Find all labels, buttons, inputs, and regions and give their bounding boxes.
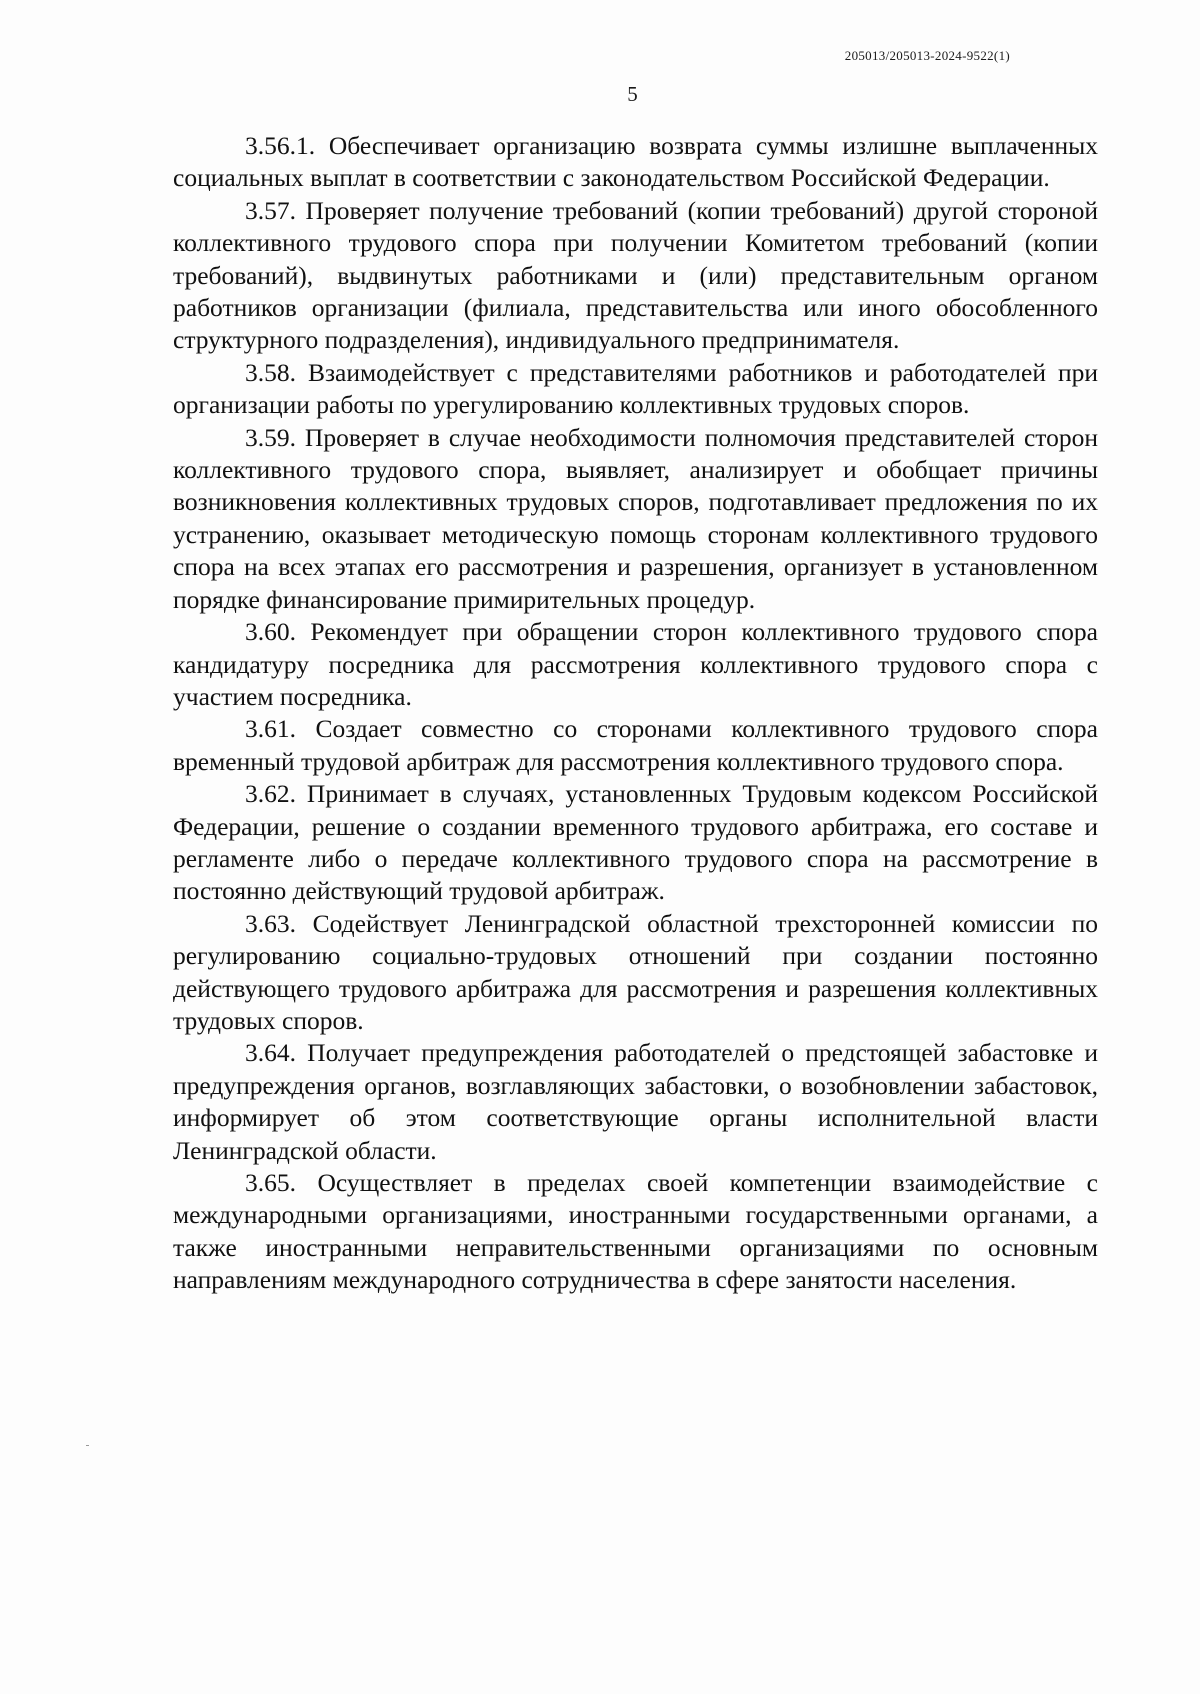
paragraph-3-56-1 — [173, 130, 1098, 195]
paragraph-3-65 — [173, 1167, 1098, 1297]
paragraph-3-63 — [173, 908, 1098, 1038]
paragraph-number: 3.65. — [245, 1168, 296, 1197]
document-body — [173, 130, 1098, 1297]
paragraph-number: 3.56.1. — [245, 131, 316, 160]
paragraph-text: Проверяет в случае необходимости полномочия представителей сторон коллективного трудового спора, выявляет, анализирует и обобщает причины возникновения коллективных трудовых споров, подготавливает предложения по их устранению, оказывает методическую помощь сторонам коллективного трудового спора на всех этапах его рассмотрения и разрешения, организует в установленном порядке финансирование примирительных процедур. — [173, 422, 1098, 614]
paragraph-text: Осуществляет в пределах своей компетенции взаимодействие с международными организациями, иностранными государственными органами, а также иностранными неправительственными организациями по основным направлениям международного сотрудничества в сфере занятости населения. — [173, 1168, 1099, 1295]
document-id: 205013/205013-2024-9522(1) — [844, 48, 1010, 63]
paragraph-text: Обеспечивает организацию возврата суммы излишне выплаченных социальных выплат в соответствии с законодательством Российской Федерации. — [173, 131, 1098, 193]
paragraph-3-60 — [173, 616, 1098, 713]
paragraph-number: 3.62. — [245, 779, 296, 809]
paragraph-text: Получает предупреждения работодателей о предстоящей забастовке и предупреждения органов, возглавляющих забастовки, о возобновлении забастовок, информирует об этом соответствующие органы исполнительной власти Ленинградской области. — [173, 1038, 1098, 1165]
paragraph-3-62 — [173, 778, 1098, 908]
scan-speck — [86, 1445, 89, 1446]
paragraph-number: 3.57. — [245, 195, 296, 225]
paragraph-text: Проверяет получение требований (копии требований) другой стороной коллективного трудового спора при получении Комитетом требований (копии требований), выдвинутых работниками и (или) представительным органом работников организации (филиала, представительства или иного обособленного структурного подразделения), индивидуального предпринимателя. — [173, 195, 1098, 355]
paragraph-3-58 — [173, 357, 1098, 422]
paragraph-number: 3.64. — [245, 1038, 296, 1068]
paragraph-3-59 — [173, 422, 1098, 616]
paragraph-number: 3.59. — [245, 422, 296, 452]
paragraph-number: 3.58. — [245, 357, 296, 387]
page-number: 5 — [627, 82, 638, 106]
paragraph-text: Создает совместно со сторонами коллективного трудового спора временный трудовой арбитраж для рассмотрения коллективного трудового спора. — [173, 714, 1099, 776]
paragraph-3-61 — [173, 713, 1098, 778]
paragraph-text: Содействует Ленинградской областной трехсторонней комиссии по регулированию социально-трудовых отношений при создании постоянно действующего трудового арбитража для рассмотрения и разрешения коллективных трудовых споров. — [173, 908, 1098, 1035]
paragraph-3-57 — [173, 195, 1098, 357]
paragraph-text: Рекомендует при обращении сторон коллективного трудового спора кандидатуру посредника для рассмотрения коллективного трудового спора с участием посредника. — [173, 617, 1098, 711]
paragraph-text: Принимает в случаях, установленных Трудовым кодексом Российской Федерации, решение о создании временного трудового арбитража, его составе и регламенте либо о передаче коллективного трудового спора на рассмотрение в постоянно действующий трудовой арбитраж. — [173, 779, 1098, 906]
paragraph-text: Взаимодействует с представителями работников и работодателей при организации работы по урегулированию коллективных трудовых споров. — [173, 357, 1098, 420]
paragraph-number: 3.60. — [245, 617, 296, 647]
paragraph-number: 3.63. — [245, 908, 296, 938]
paragraph-number: 3.61. — [245, 714, 296, 744]
paragraph-3-64 — [173, 1037, 1098, 1167]
